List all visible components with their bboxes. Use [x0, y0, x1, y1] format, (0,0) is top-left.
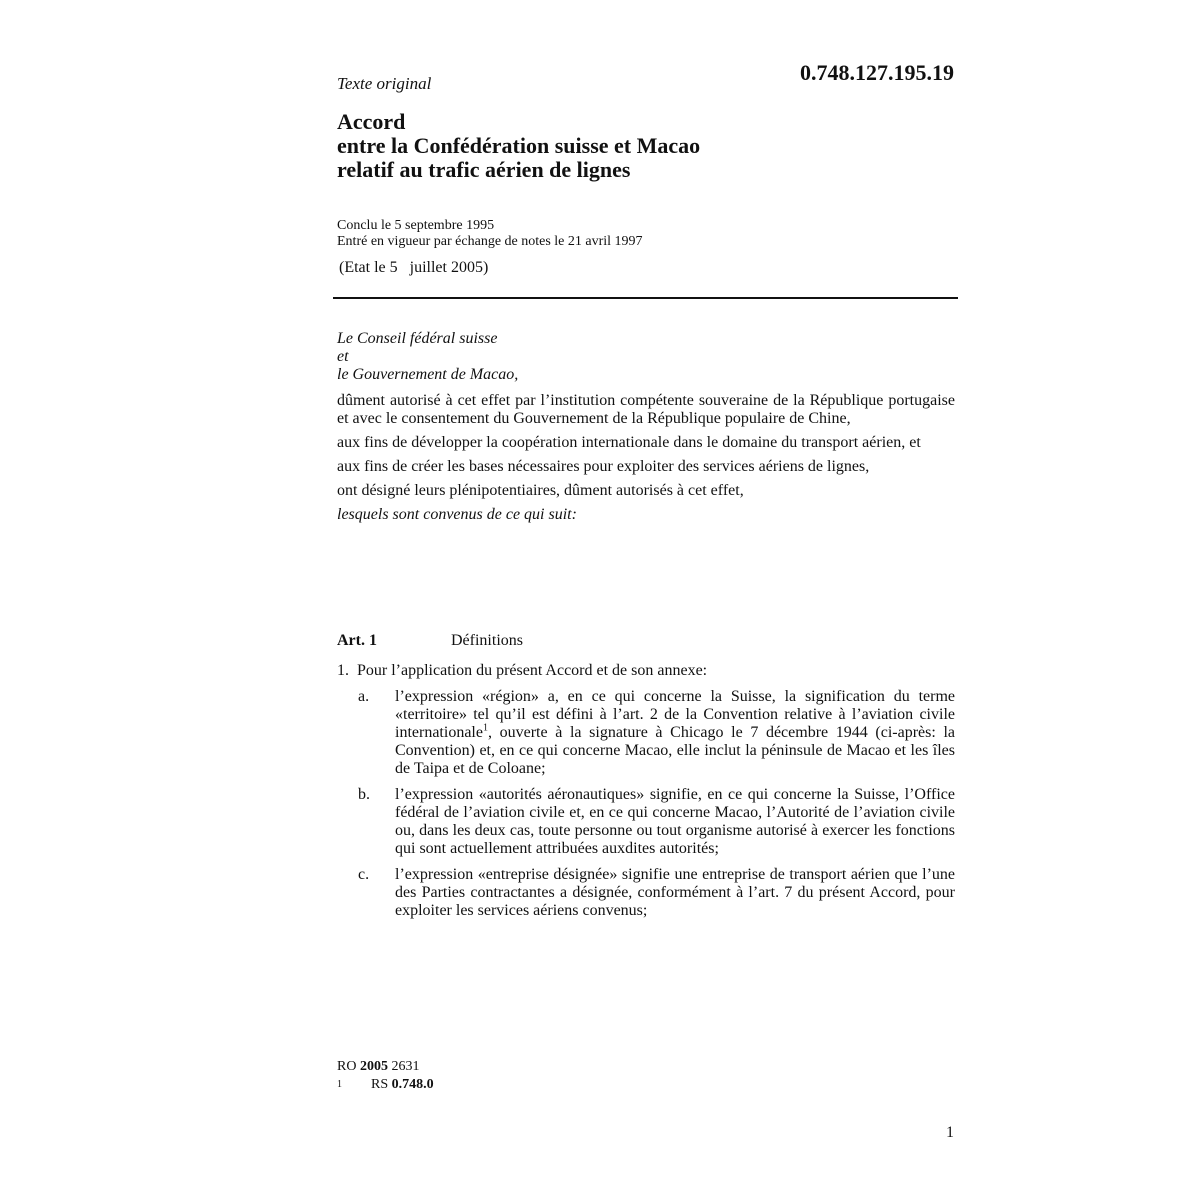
party-switzerland: Le Conseil fédéral suisse	[337, 330, 498, 347]
definition-region-text-cont: , ouverte à la signature à Chicago le 7 décembre 1944 (ci-après: la Convention) et, en ce qui concerne Macao, elle inclut la péninsule de Macao et les îles de Taipa et de Coloane;	[395, 724, 955, 777]
document-title	[337, 110, 700, 182]
preamble-paragraph-1: dûment autorisé à cet effet par l’institution compétente souveraine de la République portugaise et avec le consentement du Gouvernement de la République populaire de Chine,	[337, 392, 955, 427]
footnote	[337, 1076, 434, 1094]
preamble-paragraph-4: ont désigné leurs plénipotentiaires, dûment autorisés à cet effet,	[337, 482, 744, 499]
contracting-parties	[337, 330, 955, 384]
footer-references	[337, 1058, 434, 1094]
ro-prefix: RO	[337, 1059, 360, 1074]
article-number: Art. 1	[337, 632, 377, 649]
ro-year: 2005	[359, 1059, 388, 1074]
page-number: 1	[946, 1124, 954, 1141]
article-intro: 1. Pour l’application du présent Accord et de son annexe:	[337, 662, 708, 679]
ro-reference	[337, 1058, 434, 1076]
list-item	[337, 786, 955, 858]
party-conjunction: et	[337, 348, 349, 365]
party-macao: le Gouvernement de Macao,	[337, 366, 519, 383]
list-item-text: l’expression «autorités aéronautiques» signifie, en ce qui concerne la Suisse, l’Office fédéral de l’aviation civile et, en ce qui concerne Macao, l’Autorité de l’aviation civile ou, dans les deux cas, toute personne ou tout organisme autorisé à exercer les fonctions qui sont actuellement attribuées auxdites autorités;	[395, 786, 955, 857]
list-item-text	[395, 688, 955, 777]
article-title: Définitions	[451, 632, 523, 649]
title-line-2: entre la Confédération suisse et Macao	[337, 133, 701, 158]
list-item	[337, 866, 955, 920]
dates-block	[337, 218, 643, 250]
title-line-3: relatif au trafic aérien de lignes	[337, 157, 631, 182]
footnote-prefix: RS	[371, 1077, 392, 1092]
preamble-paragraph-2: aux fins de développer la coopération internationale dans le domaine du transport aérien, et	[337, 434, 921, 451]
article-body	[337, 662, 955, 928]
original-text-label: Texte original	[337, 74, 432, 93]
concluded-date: Conclu le 5 septembre 1995	[337, 218, 495, 233]
entry-into-force: Entré en vigueur par échange de notes le 21 avril 1997	[337, 234, 643, 249]
preamble-paragraph-5: lesquels sont convenus de ce qui suit:	[337, 506, 577, 523]
list-marker: a.	[358, 688, 370, 705]
ro-page: 2631	[387, 1059, 420, 1074]
footnote-mark: 1	[337, 1079, 342, 1090]
definition-region-text: l’expression «région» a, en ce qui concerne la Suisse, la signification du terme «territoire» tel qu’il est défini à l’art. 2 de la Convention relative à l’aviation civile internationale	[395, 688, 955, 741]
list-item	[337, 688, 955, 778]
header-divider	[333, 297, 958, 299]
preamble	[337, 330, 955, 530]
document-number: 0.748.127.195.19	[800, 60, 954, 85]
article-heading	[337, 632, 523, 650]
state-date: (Etat le 5 juillet 2005)	[339, 259, 489, 276]
list-marker: b.	[358, 786, 370, 803]
list-item-text: l’expression «entreprise désignée» signifie une entreprise de transport aérien que l’une des Parties contractantes a désignée, conformément à l’art. 7 du présent Accord, pour exploiter les services aériens convenus;	[395, 866, 955, 919]
footnote-reference[interactable]: 1	[482, 722, 488, 734]
preamble-paragraph-3: aux fins de créer les bases nécessaires pour exploiter des services aériens de lignes,	[337, 458, 870, 475]
title-line-1: Accord	[337, 109, 406, 134]
footnote-ref: 0.748.0	[391, 1077, 434, 1092]
list-marker: c.	[358, 866, 370, 883]
